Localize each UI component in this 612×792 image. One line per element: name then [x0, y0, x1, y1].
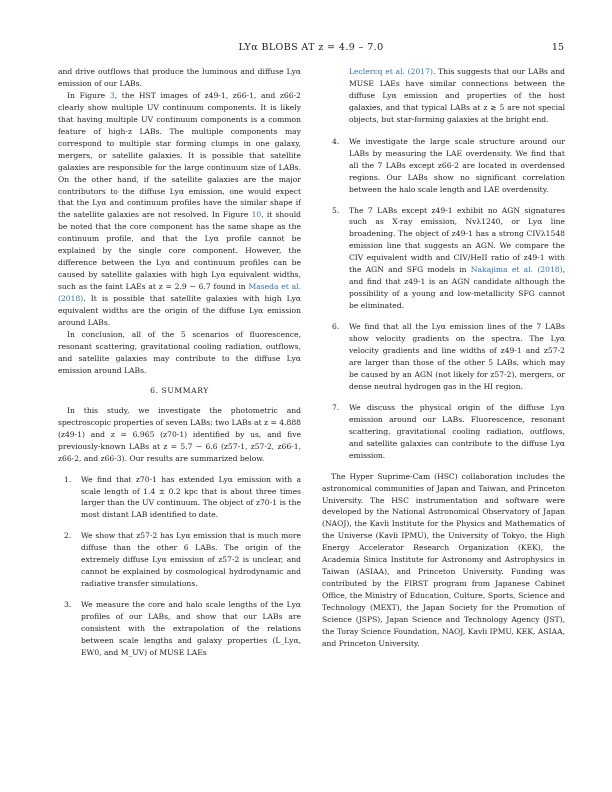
paragraph-satellite-galaxies: [58, 90, 301, 329]
page-header: [58, 42, 564, 56]
summary-list: [58, 474, 301, 659]
summary-item: [64, 530, 301, 590]
para-text: , it should be noted that the core component has the same shape as the continuum profile, and that the Lyα profile cannot be explained by the single core component. However, the difference between the Lyα and continuum profiles can be caused by satellite galaxies with high Lyα equivalent widths, such as the faint LAEs at z = 2.9 − 6.7 found in: [58, 210, 301, 292]
acknowledgment-paragraph: The Hyper Suprime-Cam (HSC) collaboration includes the astronomical communities of Japan and Taiwan, and Princeton University. The HSC instrumentation and software were developed by the National Astronomical Observatory of Japan (NAOJ), the Kavli Institute for the Physics and Mathematics of the Universe (Kavli IPMU), the University of Tokyo, the High Energy Accelerator Research Organization (KEK), the Academia Sinica Institute for Astronomy and Astrophysics in Taiwan (ASIAA), and Princeton University. Funding was contributed by the FIRST program from Japanese Cabinet Office, the Ministry of Education, Culture, Sports, Science and Technology (MEXT), the Japan Society for the Promotion of Science (JSPS), Japan Science and Technology Agency (JST), the Toray Science Foundation, NAOJ, Kavli IPMU, KEK, ASIAA, and Princeton University.: [322, 471, 565, 648]
para-text: In Figure: [67, 90, 110, 100]
para-text: . It is possible that satellite galaxies with high Lyα equivalent widths are the origin of the diffuse Lyα emission around LABs.: [58, 294, 301, 328]
item-text: We find that z70-1 has extended Lyα emission with a scale length of 1.4 ± 0.2 kpc that is about three times larger than the UV continuum. The object of z70-1 is the most distant LAB identified to date.: [81, 474, 301, 520]
page-number: 15: [551, 42, 564, 53]
summary-list-continued: [322, 136, 565, 462]
item-number: 5.: [332, 205, 340, 215]
left-column: [58, 66, 301, 668]
item-text: We measure the core and halo scale lengths of the Lyα profiles of our LABs, and show that our LABs are consistent with the extrapolation of the relations between scale lengths and galaxy properties (L_Lyα, EW0, and M_UV) of MUSE LAEs: [81, 600, 301, 657]
item-text: We discuss the physical origin of the diffuse Lyα emission around our LABs. Fluorescence, resonant scattering, gravitational cooling radiation, outflows, and satellite galaxies can contribute to the diffuse Lyα emission.: [349, 402, 565, 460]
para-text: , the HST images of z49-1, z66-1, and z66-2 clearly show multiple UV continuum components. It is likely that having multiple UV continuum components is a common feature of high-z LABs. The multiple components may correspond to multiple star forming clumps in one galaxy, mergers, or satellite galaxies. It is possible that satellite galaxies are responsible for the large continuum size of LABs. On the other hand, if the satellite galaxies are the major contributors to the diffuse Lyα emission, one would expect that the Lyα and continuum profiles have the similar shape if the satellite galaxies are not resolved. In Figure: [58, 90, 301, 220]
running-head: LYα BLOBS AT z = 4.9 – 7.0: [238, 42, 384, 53]
summary-item: [332, 136, 565, 196]
item-number: 2.: [64, 531, 72, 541]
citation-nakajima-2018[interactable]: Nakajima et al. (2018): [470, 265, 563, 275]
section-heading-summary: 6. SUMMARY: [150, 385, 209, 395]
para-text: , and find that z49-1 is an AGN candidate although the possibility of a young and low-metallicity SFG cannot be eliminated.: [349, 265, 565, 311]
summary-item: [64, 599, 301, 659]
citation-leclercq-2017[interactable]: Leclercq et al. (2017): [349, 67, 433, 76]
item-number: 6.: [332, 322, 340, 332]
summary-item: [332, 402, 565, 462]
item-text: We investigate the large scale structure around our LABs by measuring the LAE overdensity. We find that all the 7 LABs except z66-2 are located in overdensed regions. Our LABs show no significant correlation between the halo scale length and LAE overdensity.: [349, 136, 565, 194]
item-number: 1.: [64, 474, 72, 484]
item-text: [349, 205, 565, 313]
figure-3-link[interactable]: 3: [109, 90, 115, 100]
paragraph-summary-intro: In this study, we investigate the photometric and spectroscopic properties of seven LABs; two LABs at z = 4.888 (z49-1) and z = 6.965 (z70-1) identified by us, and five previously-known LABs at z = 5.7 − 6.6 (z57-1, z57-2, z66-1, z66-2, and z66-3). Our results are summarized below.: [58, 405, 301, 463]
item-text: We find that all the Lyα emission lines of the 7 LABs show velocity gradients on the spectra. The Lyα velocity gradients and line widths of z49-1 and z57-2 are larger than those of the other 5 LABs, which may be caused by an AGN (not likely for z57-2), mergers, or dense neutral hydrogen gas in the HI region.: [349, 322, 565, 391]
summary-item: [332, 321, 565, 393]
citation-maseda-2018[interactable]: Maseda et al. (2018): [58, 282, 301, 304]
summary-item: [332, 205, 565, 313]
item-text: We show that z57-2 has Lyα emission that is much more diffuse than the other 6 LABs. The origin of the extremely diffuse Lyα emission of z57-2 is unclear, and cannot be explained by cosmological hydrodynamic and radiative transfer simulations.: [81, 531, 301, 589]
item-number: 7.: [332, 402, 340, 412]
item-number: 3.: [64, 600, 72, 610]
item-3-continuation: [322, 66, 565, 126]
item-number: 4.: [332, 136, 340, 146]
figure-10-link[interactable]: 10: [251, 210, 262, 220]
para-text: The 7 LABs except z49-1 exhibit no AGN signatures such as X-ray emission, Nvλ1240, or Lyα line broadening. The object of z49-1 has a strong CIVλ1548 emission line that suggests an AGN. We compare the CIV equivalent width and CIV/HeII ratio of z49-1 with the AGN and SFG models in: [349, 205, 565, 275]
right-column: [322, 66, 565, 650]
paragraph-outflows: and drive outflows that produce the luminous and diffuse Lyα emission of our LABs.: [58, 67, 301, 88]
summary-item: [64, 474, 301, 522]
paragraph-conclusion: In conclusion, all of the 5 scenarios of fluorescence, resonant scattering, gravitational cooling radiation, outflows, and satellite galaxies may contribute to the diffuse Lyα emission around LABs.: [58, 329, 301, 375]
para-text: . This suggests that our LABs and MUSE LAEs have similar connections between the diffuse Lyα emission and properties of the host galaxies, and that typical LABs at z ≳ 5 are not special objects, but star-forming galaxies at the bright end.: [349, 67, 565, 124]
